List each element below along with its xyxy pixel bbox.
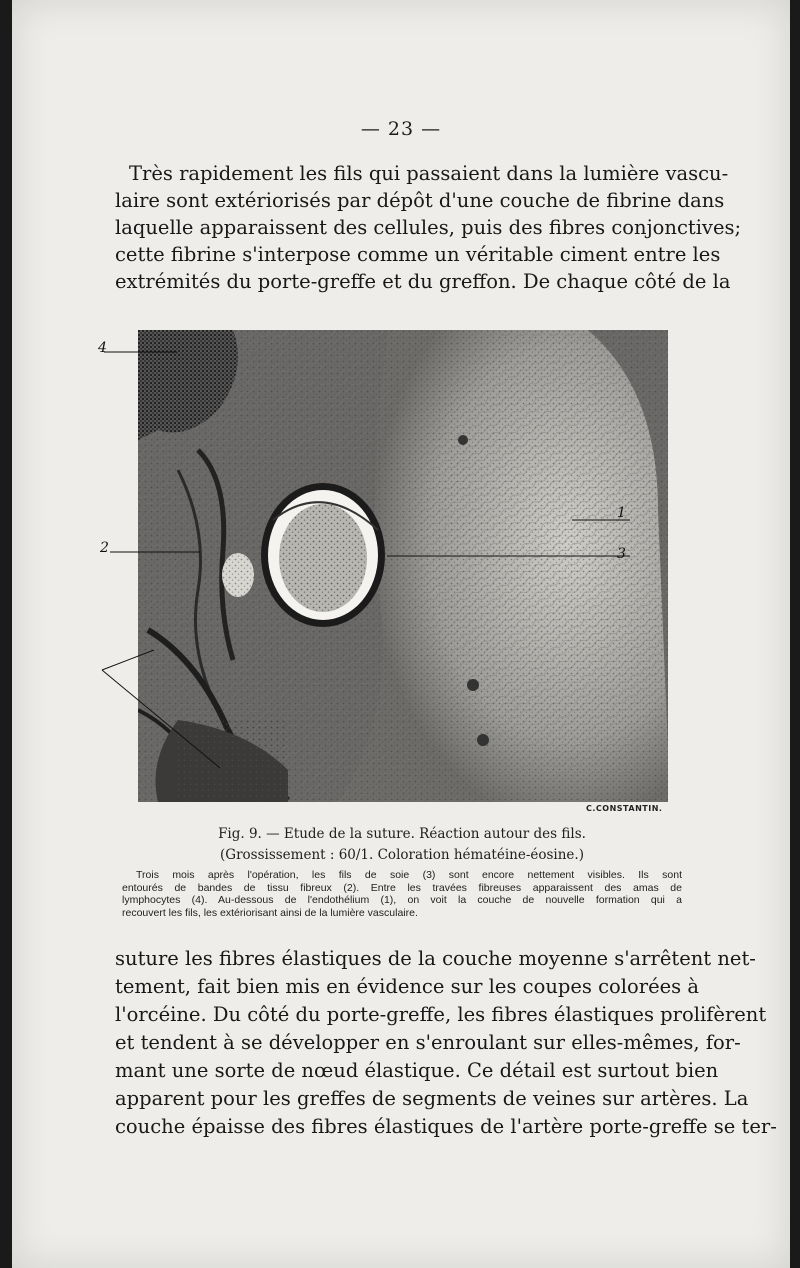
figure-label-3: 3 [617, 546, 626, 562]
legend-line: lymphocytes (4). Au-dessous de l'endothélium (1), on voit la couche de nouvelle formation qui a [122, 894, 682, 906]
figure-label-4: 4 [98, 340, 107, 356]
text-line: cette fibrine s'interpose comme un véritable ciment entre les [115, 243, 721, 266]
figure-caption-title: Fig. 9. — Etude de la suture. Réaction autour des fils. [218, 826, 586, 842]
histology-figure [138, 330, 668, 802]
top-paragraph [115, 160, 742, 295]
figure-legend [122, 869, 682, 919]
text-line: apparent pour les greffes de segments de veines sur artères. La [115, 1087, 749, 1110]
text-line: laquelle apparaissent des cellules, puis des fibres conjonctives; [115, 216, 742, 239]
legend-line: entourés de bandes de tissu fibreux (2). Entre les travées fibreuses apparaissent des amas de [122, 881, 682, 894]
text-line: laire sont extériorisés par dépôt d'une couche de fibrine dans [115, 189, 725, 212]
text-line: mant une sorte de nœud élastique. Ce détail est surtout bien [115, 1059, 719, 1082]
legend-line: Trois mois après l'opération, les fils de soie (3) sont encore nettement visibles. Ils sont [136, 869, 682, 881]
histology-illustration [138, 330, 668, 802]
text-line: couche épaisse des fibres élastiques de l'artère porte-greffe se ter- [115, 1115, 777, 1138]
text-line: extrémités du porte-greffe et du greffon. De chaque côté de la [115, 270, 731, 293]
legend-line: recouvert les fils, les extériorisant ainsi de la lumière vasculaire. [122, 906, 418, 919]
text-line: l'orcéine. Du côté du porte-greffe, les fibres élastiques prolifèrent [115, 1003, 767, 1026]
page-number: — 23 — [360, 118, 442, 140]
text-line: tement, fait bien mis en évidence sur les coupes colorées à [115, 975, 699, 998]
figure-label-2: 2 [100, 540, 109, 556]
illustrator-signature: C.CONSTANTIN. [586, 804, 663, 813]
book-page [12, 0, 790, 1268]
figure-label-1: 1 [617, 505, 626, 521]
text-line: et tendent à se développer en s'enroulant sur elles-mêmes, for- [115, 1031, 741, 1054]
bottom-paragraph [115, 945, 777, 1141]
text-line: suture les fibres élastiques de la couche moyenne s'arrêtent net- [115, 947, 756, 970]
figure-caption-details: (Grossissement : 60/1. Coloration hématéine-éosine.) [220, 847, 584, 863]
text-line: Très rapidement les fils qui passaient dans la lumière vascu- [129, 162, 729, 185]
